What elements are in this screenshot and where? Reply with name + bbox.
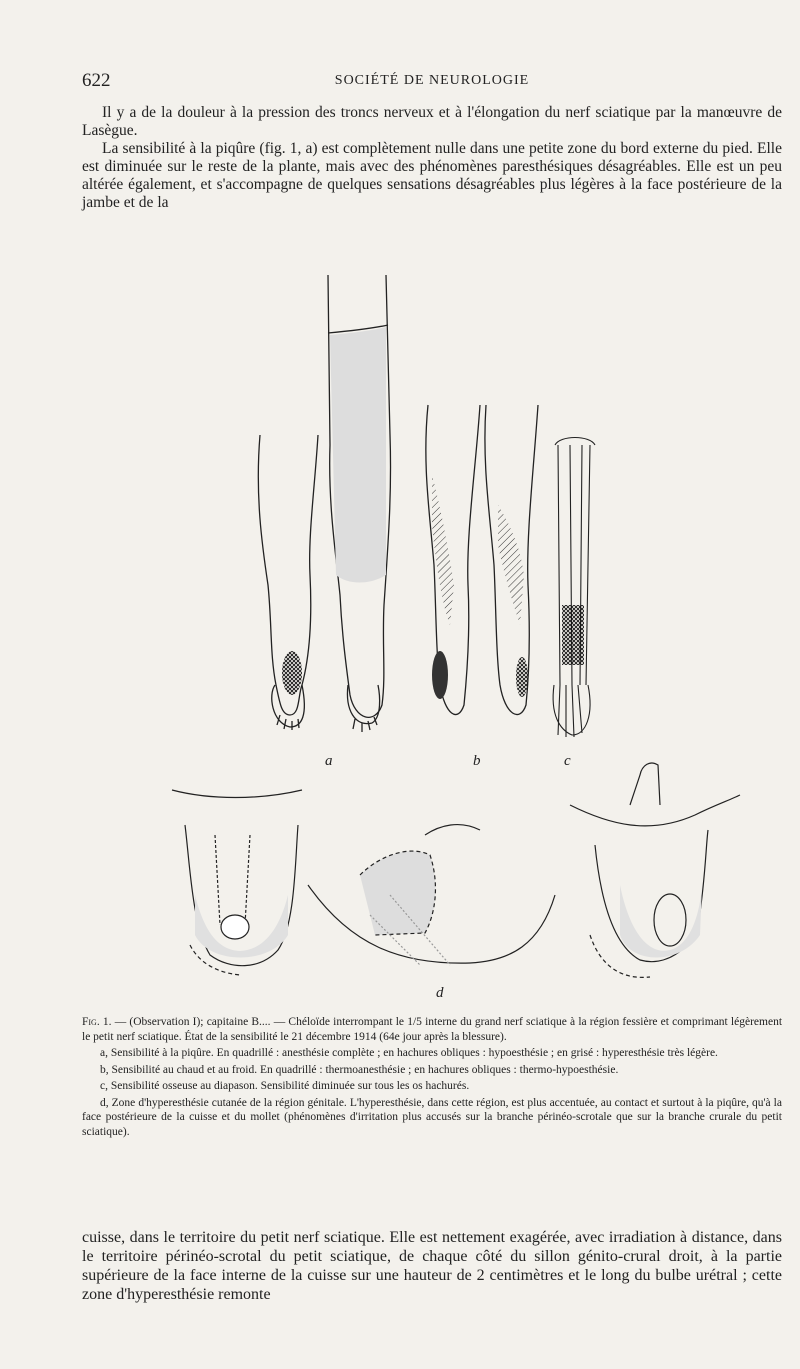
caption-title (82, 1015, 782, 1044)
page-number: 622 (82, 70, 111, 91)
body-text-bottom (82, 1228, 782, 1304)
caption-item-c: c, Sensibilité osseuse au diapason. Sensibilité diminuée sur tous les os hachurés. (100, 1080, 470, 1092)
panel-label-b: b (473, 753, 481, 769)
body-text-top (82, 104, 782, 212)
panel-c-skeleton (553, 438, 595, 738)
panel-d-genital (172, 763, 740, 977)
panel-label-d: d (436, 985, 444, 1001)
caption-item-a: a, Sensibilité à la piqûre. En quadrillé : anesthésie complète ; en hachures obliques : hypoesthésie ; en grisé : hyperesthésie très légère. (100, 1047, 718, 1059)
panel-label-c: c (564, 753, 571, 769)
figure-1 (150, 245, 790, 1005)
panel-b-legs (426, 405, 538, 715)
anatomical-drawings (150, 245, 790, 1005)
caption-item-d: d, Zone d'hyperesthésie cutanée de la région génitale. L'hyperesthésie, dans cette région, est plus accentuée, au contact et surtout à la piqûre, qu'à la face postérieure de la cuisse et du mollet (phénomènes d'irritation plus accusés sur la branche périnéo-scrotale que sur la branche crurale du petit sciatique). (82, 1096, 782, 1138)
figure-caption (82, 1015, 782, 1141)
panel-label-a: a (325, 753, 333, 769)
paragraph-sensibility: La sensibilité à la piqûre (fig. 1, a) est complètement nulle dans une petite zone du bord externe du pied. Elle est diminuée sur le reste de la plante, mais avec des phénomènes paresthésiques désagréables. Elle est un peu altérée également, et s'accompagne de quelques sensations désagréables plus légères à la face postérieure de la jambe et de la (82, 140, 782, 211)
caption-title-text: — (Observation I); capitaine B.... — Chéloïde interrompant le 1/5 interne du grand nerf sciatique à la région fessière et comprimant légèrement le petit nerf sciatique. État de la sensibilité le 21 décembre 1914 (64e jour après la blessure). (82, 1016, 783, 1043)
caption-item-b: b, Sensibilité au chaud et au froid. En quadrillé : thermoanesthésie ; en hachures obliques : thermo-hypoesthésie. (100, 1063, 619, 1076)
caption-fig-label: Fig. 1. (82, 1016, 112, 1028)
panel-a-legs (258, 275, 390, 732)
running-head (82, 70, 782, 94)
journal-title: SOCIÉTÉ DE NEUROLOGIE (334, 73, 530, 88)
paragraph-lasegue: Il y a de la douleur à la pression des troncs nerveux et à l'élongation du nerf sciatique par la manœuvre de Lasègue. (82, 104, 782, 139)
paragraph-continuation: cuisse, dans le territoire du petit nerf sciatique. Elle est nettement exagérée, avec irradiation à distance, dans le territoire périnéo-scrotal du petit sciatique, de chaque côté du sillon génito-crural droit, à la partie supérieure de la face interne de la cuisse sur une hauteur de 2 centimètres et le long du bulbe urétral ; cette zone d'hyperesthésie remonte (82, 1229, 782, 1303)
